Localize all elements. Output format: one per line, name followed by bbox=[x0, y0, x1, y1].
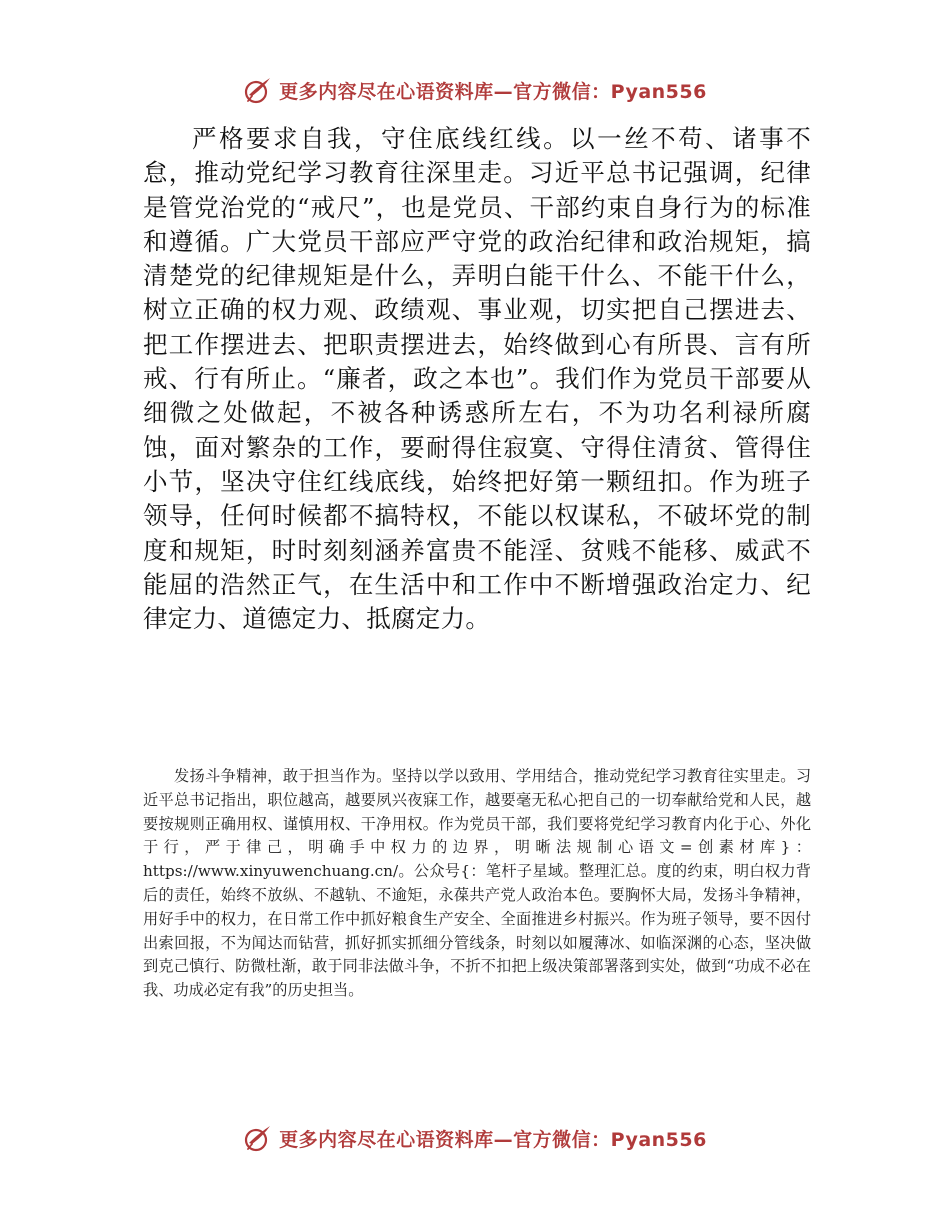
footer-watermark-banner bbox=[0, 1118, 950, 1158]
body-paragraph-2: 发扬斗争精神，敢于担当作为。坚持以学以致用、学用结合，推动党纪学习教育往实里走。习近平总书记指出，职位越高，越要夙兴夜寐工作，越要毫无私心把自己的一切奉献给党和人民，越要按规则正确用权、谨慎用权、干净用权。作为党员干部，我们要将党纪学习教育内化于心、外化于行，严于律己，明确手中权力的边界，明晰法规制心语文=创素材库}：https://www.xinyuwenchuang.cn/。公众号{：笔杆子星域。整理汇总。度的约束，明白权力背后的责任，始终不放纵、不越轨、不逾矩，永葆共产党人政治本色。要胸怀大局，发扬斗争精神，用好手中的权力，在日常工作中抓好粮食生产安全、全面推进乡村振兴。作为班子领导，要不因付出索回报，不为闻达而钻营，抓好抓实抓细分管线条，时刻以如履薄冰、如临深渊的心态，坚决做到克己慎行、防微杜渐，敢于同非法做斗争，不折不扣把上级决策部署落到实处，做到“功成不必在我、功成必定有我”的历史担当。 bbox=[143, 767, 811, 1000]
body-paragraph-1: 严格要求自我，守住底线红线。以一丝不苟、诸事不怠，推动党纪学习教育往深里走。习近平总书记强调，纪律是管党治党的“戒尺”，也是党员、干部约束自身行为的标准和遵循。广大党员干部应严守党的政治纪律和政治规矩，搞清楚党的纪律规矩是什么，弄明白能干什么、不能干什么，树立正确的权力观、政绩观、事业观，切实把自己摆进去、把工作摆进去、把职责摆进去，始终做到心有所畏、言有所戒、行有所止。“廉者，政之本也”。我们作为党员干部要从细微之处做起，不被各种诱惑所左右，不为功名利禄所腐蚀，面对繁杂的工作，要耐得住寂寞、守得住清贫、管得住小节，坚决守住红线底线，始终把好第一颗纽扣。作为班子领导，任何时候都不搞特权，不能以权谋私，不破坏党的制度和规矩，时时刻刻涵养富贵不能淫、贫贱不能移、威武不能屈的浩然正气，在生活中和工作中不断增强政治定力、纪律定力、道德定力、抵腐定力。 bbox=[143, 124, 811, 634]
banner-text: 更多内容尽在心语资料库—官方微信：Pyan556 bbox=[279, 1128, 707, 1151]
feather-logo-icon bbox=[243, 1123, 273, 1153]
header-watermark-banner bbox=[0, 70, 950, 110]
feather-logo-icon bbox=[243, 75, 273, 105]
banner-text: 更多内容尽在心语资料库—官方微信：Pyan556 bbox=[279, 80, 707, 103]
